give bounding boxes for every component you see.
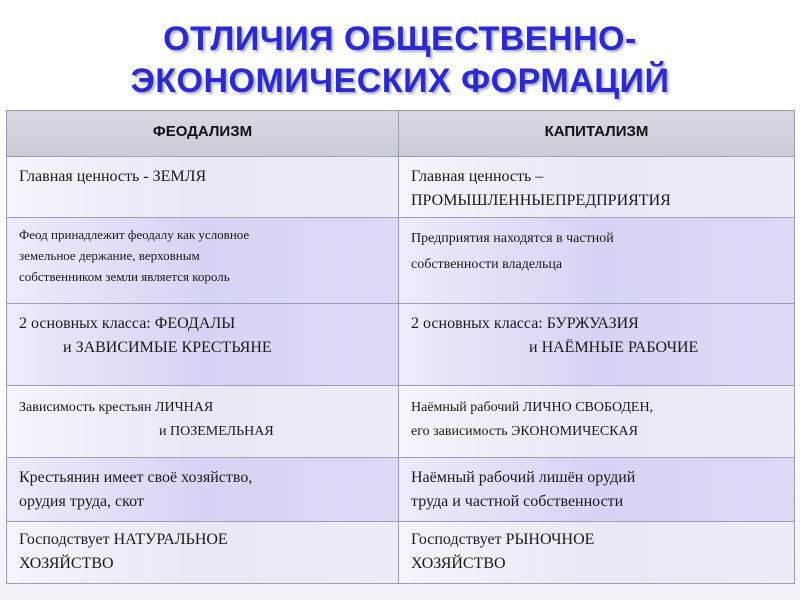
comparison-table <box>6 110 795 584</box>
slide-title-line-2: ЭКОНОМИЧЕСКИХ ФОРМАЦИЙ <box>130 62 670 100</box>
cell-text: ПРОМЫШЛЕННЫЕПРЕДПРИЯТИЯ <box>411 192 671 209</box>
cell-text: его зависимость ЭКОНОМИЧЕСКАЯ <box>411 424 638 439</box>
cell-text: Главная ценность - ЗЕМЛЯ <box>19 168 207 185</box>
cell-capitalism <box>399 458 795 522</box>
cell-text: 2 основных класса: БУРЖУАЗИЯ <box>411 315 639 332</box>
cell-text: ХОЗЯЙСТВО <box>411 555 506 572</box>
cell-text: и НАЁМНЫЕ РАБОЧИЕ <box>529 339 699 356</box>
cell-text: ХОЗЯЙСТВО <box>19 555 114 572</box>
cell-text: Наёмный рабочий ЛИЧНО СВОБОДЕН, <box>411 400 654 415</box>
cell-text: Наёмный рабочий лишён орудий <box>411 469 636 486</box>
cell-text: Крестьянин имеет своё хозяйство, <box>19 469 253 486</box>
table-row <box>7 157 795 218</box>
cell-capitalism <box>399 386 795 458</box>
cell-capitalism <box>399 157 795 218</box>
slide-title-line-1: ОТЛИЧИЯ ОБЩЕСТВЕННО- <box>163 20 637 58</box>
table-row <box>7 458 795 522</box>
cell-text: земельное держание, верховным <box>19 248 200 263</box>
cell-text: собственником земли является король <box>19 269 230 284</box>
cell-capitalism <box>399 522 795 584</box>
table-row <box>7 386 795 458</box>
table-row <box>7 522 795 584</box>
slide-title <box>0 18 800 102</box>
cell-text: Главная ценность – <box>411 168 544 185</box>
cell-feudalism <box>7 304 399 386</box>
header-capitalism: КАПИТАЛИЗМ <box>399 111 795 157</box>
cell-text: 2 основных класса: ФЕОДАЛЫ <box>19 315 236 332</box>
cell-feudalism <box>7 157 399 218</box>
header-feudalism: ФЕОДАЛИЗМ <box>7 111 399 157</box>
cell-capitalism <box>399 304 795 386</box>
cell-text: собственности владельца <box>411 257 563 272</box>
cell-feudalism <box>7 458 399 522</box>
cell-text: Зависимость крестьян ЛИЧНАЯ <box>19 400 214 415</box>
cell-text: Предприятия находятся в частной <box>411 231 614 246</box>
table-header-row <box>7 111 795 157</box>
cell-feudalism <box>7 386 399 458</box>
cell-feudalism <box>7 218 399 304</box>
cell-text: труда и частной собственности <box>411 493 624 510</box>
cell-text: Господствует РЫНОЧНОЕ <box>411 531 595 548</box>
cell-capitalism <box>399 218 795 304</box>
table-row <box>7 218 795 304</box>
cell-text: и ПОЗЕМЕЛЬНАЯ <box>159 424 274 439</box>
cell-text: и ЗАВИСИМЫЕ КРЕСТЬЯНЕ <box>63 339 272 356</box>
cell-text: Феод принадлежит феодалу как условное <box>19 227 250 242</box>
cell-feudalism <box>7 522 399 584</box>
table-row <box>7 304 795 386</box>
cell-text: Господствует НАТУРАЛЬНОЕ <box>19 531 228 548</box>
cell-text: орудия труда, скот <box>19 493 144 510</box>
